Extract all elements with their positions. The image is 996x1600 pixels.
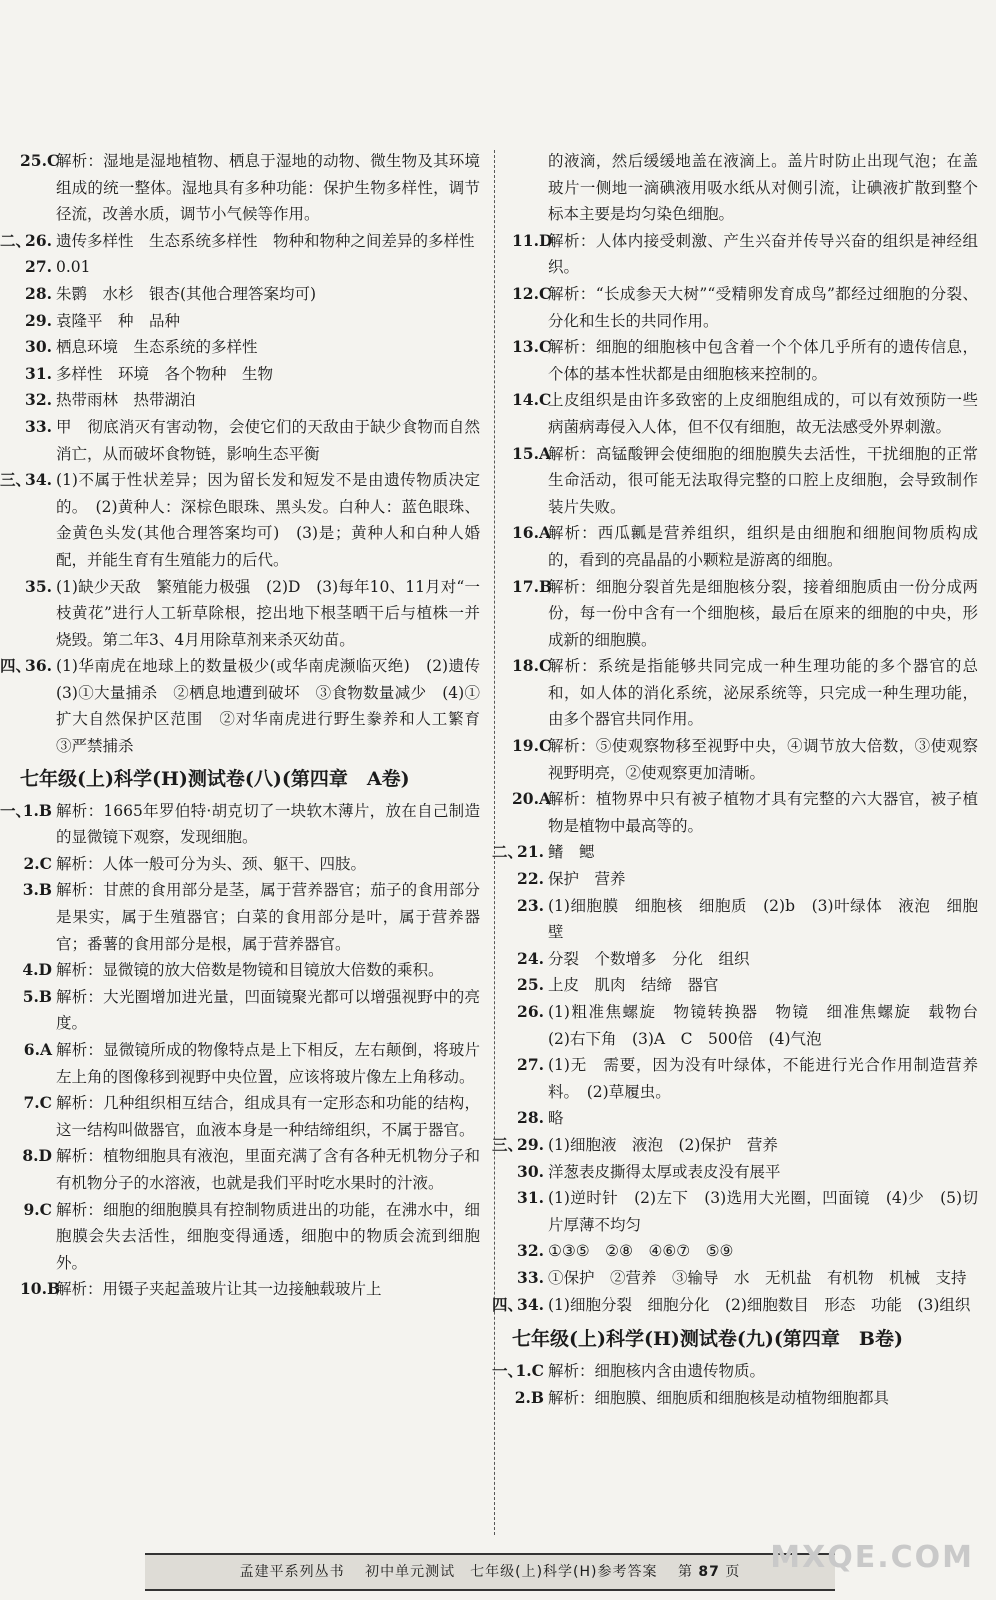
question-number: 11.D (512, 230, 553, 250)
answer-text: (1)粗准焦螺旋 物镜转换器 物镜 细准焦螺旋 载物台 (2)右下角 (3)A C 500倍 (4)气泡 (548, 1003, 994, 1048)
question-number: 4.D (22, 960, 52, 980)
answer-item (492, 1132, 978, 1159)
answer-text: 0.01 (56, 258, 91, 277)
question-number: 9.C (23, 1199, 52, 1219)
answer-item (20, 334, 480, 361)
question-number: 16.A (512, 523, 551, 543)
right-column (492, 148, 994, 1411)
question-number: 28. (517, 1108, 544, 1128)
section-number: 四、 (0, 656, 32, 676)
answer-text: 解析：细胞膜、细胞质和细胞核是动植物细胞都具 (548, 1388, 890, 1407)
answer-item (512, 1105, 978, 1132)
answer-item (20, 984, 480, 1037)
answer-text: 略 (548, 1109, 564, 1128)
section-number: 四、 (492, 1294, 524, 1314)
question-number: 12.C (512, 283, 552, 303)
answer-item (512, 866, 978, 893)
answer-item (512, 1265, 978, 1292)
answer-item (512, 520, 978, 573)
answer-text: ①③⑤ ②⑧ ④⑥⑦ ⑤⑨ (548, 1242, 734, 1261)
question-number: 10.B (20, 1279, 61, 1299)
footer-page-prefix: 第 (677, 1564, 693, 1580)
footer-title: 初中单元测试 七年级(上)科学(H)参考答案 (365, 1564, 658, 1580)
question-number: 32. (517, 1241, 544, 1261)
answer-text: (1)逆时针 (2)左下 (3)选用大光圈，凹面镜 (4)少 (5)切片厚薄不均匀 (548, 1189, 978, 1234)
question-number: 20.A (512, 789, 551, 809)
question-number: 31. (25, 363, 52, 383)
answer-item (512, 1238, 978, 1265)
question-number: 34. (25, 470, 52, 490)
answer-text: 甲 彻底消灭有害动物，会使它们的天敌由于缺少食物而自然消亡，从而破坏食物链，影响生态平衡 (56, 417, 480, 463)
answer-item (512, 387, 978, 440)
answer-item (20, 254, 480, 281)
answer-item (512, 1159, 978, 1186)
answer-text: 洋葱表皮撕得太厚或表皮没有展平 (548, 1162, 781, 1181)
answer-text: (1)缺少天敌 繁殖能力极强 (2)D (3)每年10、11月对“一枝黄花”进行人工斩草除根，挖出地下根茎晒干后与植株一并烧毁。第二年3、4月用除草剂来杀灭幼苗。 (56, 577, 480, 649)
answer-item (512, 972, 978, 999)
answer-item (492, 1358, 978, 1385)
section-number: 二、 (0, 230, 32, 250)
answer-text: 解析：几种组织相互结合，组成具有一定形态和功能的结构，这一结构叫做器官，血液本身是一种结缔组织，不属于器官。 (56, 1094, 480, 1139)
section-number: 三、 (0, 470, 32, 490)
answer-item (20, 851, 480, 878)
question-number: 1.B (22, 800, 52, 820)
answer-text: 解析：细胞的细胞膜具有控制物质进出的功能，在沸水中，细胞膜会失去活性，细胞变得通透，细胞中的物质会流到细胞外。 (56, 1200, 480, 1272)
left-column (0, 148, 496, 1303)
answer-text: 解析：细胞核内含由遗传物质。 (548, 1362, 766, 1381)
answer-text: 解析：湿地是湿地植物、栖息于湿地的动物、微生物及其环境组成的统一整体。湿地具有多种功能：保护生物多样性，调节径流，改善水质，调节小气候等作用。 (56, 152, 480, 224)
answer-text: (1)华南虎在地球上的数量极少(或华南虎濒临灭绝) (2)遗传 (3)①大量捕杀 ②栖息地遭到破坏 ③食物数量减少 (4)①扩大自然保护区范围 ②对华南虎进行野生豢养和人工繁育 ③严禁捕杀 (56, 657, 496, 756)
answer-item (512, 441, 978, 521)
answer-item (492, 1292, 978, 1319)
answer-item (512, 574, 978, 654)
answer-text: 解析：细胞分裂首先是细胞核分裂，接着细胞质由一份分成两份，每一份中含有一个细胞核，最后在原来的细胞的中央，形成新的细胞膜。 (548, 577, 978, 649)
answer-text: 解析：系统是指能够共同完成一种生理功能的多个器官的总和，如人体的消化系统，泌尿系统等，只完成一种生理功能，由多个器官共同作用。 (548, 657, 978, 729)
question-number: 35. (25, 576, 52, 596)
answer-item (20, 414, 480, 467)
answer-text: 保护 营养 (548, 870, 626, 889)
answer-text: 解析：用镊子夹起盖玻片让其一边接触载玻片上 (56, 1280, 382, 1299)
answer-text: 朱鹮 水杉 银杏(其他合理答案均可) (56, 284, 317, 303)
answer-text: ①保护 ②营养 ③输导 水 无机盐 有机物 机械 支持 (548, 1268, 967, 1287)
answer-item (20, 308, 480, 335)
answer-item (0, 653, 496, 759)
question-number: 24. (517, 948, 544, 968)
question-number: 23. (517, 895, 544, 915)
answer-item (20, 1276, 480, 1303)
question-number: 29. (517, 1134, 544, 1154)
answer-text: 解析：植物界中只有被子植物才具有完整的六大器官，被子植物是植物中最高等的。 (548, 790, 978, 835)
answer-text: 解析：显微镜所成的物像特点是上下相反，左右颠倒，将玻片左上角的图像移到视野中央位置，应该将玻片像左上角移动。 (56, 1041, 480, 1086)
section-number: 三、 (492, 1134, 524, 1154)
answer-text: 解析：1665年罗伯特·胡克切了一块软木薄片，放在自己制造的显微镜下观察，发现细胞。 (56, 801, 480, 847)
answer-text: 遗传多样性 生态系统多样性 物种和物种之间差异的多样性 (56, 231, 475, 250)
question-number: 26. (517, 1002, 544, 1021)
question-number: 13.C (512, 337, 552, 357)
footer-page-suffix: 页 (725, 1564, 741, 1580)
question-number: 28. (25, 283, 52, 303)
answer-text: (1)细胞分裂 细胞分化 (2)细胞数目 形态 功能 (3)组织 (548, 1295, 971, 1314)
question-number: 7.C (23, 1093, 52, 1113)
question-number: 1.C (515, 1361, 544, 1381)
answer-item (512, 893, 978, 946)
answer-item (20, 387, 480, 414)
section-number: 一、 (0, 800, 32, 820)
answer-item (512, 733, 978, 786)
answer-item (0, 798, 480, 851)
question-number: 8.D (22, 1146, 52, 1166)
section-number: 二、 (492, 842, 524, 862)
answer-text: 解析：显微镜的放大倍数是物镜和目镜放大倍数的乘积。 (56, 961, 444, 980)
watermark-logo: MXQE.COM (770, 1540, 974, 1575)
question-number: 29. (25, 310, 52, 330)
question-number: 27. (517, 1055, 544, 1075)
question-number: 36. (25, 656, 52, 676)
answer-text: 解析：人体一般可分为头、颈、躯干、四肢。 (56, 854, 367, 873)
test-heading-8: 七年级(上)科学(H)测试卷(八)(第四章 A卷) (20, 767, 410, 790)
answer-item (492, 839, 978, 866)
page-footer (145, 1553, 835, 1591)
answer-text: 解析：⑤使观察物移至视野中央，④调节放大倍数，③使观察视野明亮，②使观察更加清晰。 (548, 737, 978, 782)
answer-text: 解析：大光圈增加进光量，凹面镜聚光都可以增强视野中的亮度。 (56, 987, 480, 1033)
question-number: 30. (517, 1161, 544, 1181)
answer-text: 解析：西瓜瓤是营养组织，组织是由细胞和细胞间物质构成的，看到的亮晶晶的小颗粒是游离的细胞。 (548, 524, 978, 569)
question-number: 6.A (23, 1040, 52, 1059)
answer-text: 热带雨林 热带湖泊 (56, 391, 196, 410)
answer-item (20, 148, 480, 228)
answer-item (20, 361, 480, 388)
answer-item (20, 1037, 480, 1090)
question-number: 2.C (23, 853, 52, 873)
page-number: 87 (698, 1564, 720, 1580)
answer-text: 分裂 个数增多 分化 组织 (548, 949, 750, 968)
answer-text: 多样性 环境 各个物种 生物 (56, 364, 274, 383)
answer-item (512, 1052, 978, 1105)
answer-item (0, 228, 480, 255)
answer-item (20, 281, 480, 308)
answer-item (20, 574, 480, 654)
answer-item (512, 281, 978, 334)
answer-text: (1)无 需要，因为没有叶绿体，不能进行光合作用制造营养料。 (2)草履虫。 (548, 1056, 978, 1101)
question-number: 22. (517, 869, 544, 889)
question-number: 14.C (512, 390, 552, 410)
answer-item (20, 957, 480, 984)
answer-text: 袁隆平 种 品种 (56, 311, 181, 330)
answer-text: 鳍 鳃 (548, 843, 595, 862)
answer-text: 解析：甘蔗的食用部分是茎，属于营养器官；茄子的食用部分是果实，属于生殖器官；白菜的食用部分是叶，属于营养器官；番薯的食用部分是根，属于营养器官。 (56, 881, 480, 953)
answer-text: 上皮组织是由许多致密的上皮细胞组成的，可以有效预防一些病菌病毒侵入人体，但不仅有细胞，故无法感受外界刺激。 (548, 391, 978, 436)
answer-item (0, 467, 480, 573)
question-number: 25.C (20, 151, 60, 170)
answer-text: (1)不属于性状差异；因为留长发和短发不是由遗传物质决定的。 (2)黄种人：深棕色眼珠、黑头发。白种人：蓝色眼珠、金黄色头发(其他合理答案均可) (3)是；黄种人和白种人婚配，并能生育有生殖能力的后代。 (56, 471, 480, 569)
question-number: 34. (517, 1294, 544, 1314)
answer-item (20, 877, 480, 957)
answer-item (20, 1143, 480, 1196)
answer-item (512, 653, 978, 733)
answer-text: (1)细胞液 液泡 (2)保护 营养 (548, 1135, 778, 1154)
question-number: 27. (25, 257, 52, 277)
answer-item (512, 946, 978, 973)
question-number: 31. (517, 1188, 544, 1208)
question-number: 32. (25, 390, 52, 410)
answer-text: 上皮 肌肉 结缔 器官 (548, 976, 719, 995)
question-number: 18.C (512, 656, 552, 676)
answer-text: 解析：高锰酸钾会使细胞的细胞膜失去活性，干扰细胞的正常生命活动，很可能无法取得完整的口腔上皮细胞，会导致制作装片失败。 (548, 444, 978, 516)
answer-text: (1)细胞膜 细胞核 细胞质 (2)b (3)叶绿体 液泡 细胞壁 (548, 896, 978, 942)
question-number: 5.B (22, 986, 52, 1006)
answer-text: 解析：细胞的细胞核中包含着一个个体几乎所有的遗传信息，个体的基本性状都是由细胞核来控制的。 (548, 338, 978, 383)
question-number: 3.B (22, 880, 52, 900)
question-number: 30. (25, 337, 52, 357)
continued-text: 的液滴，然后缓缓地盖在液滴上。盖片时防止出现气泡；在盖玻片一侧地一滴碘液用吸水纸从对侧引流，让碘液扩散到整个标本主要是均匀染色细胞。 (548, 152, 978, 224)
section-number: 一、 (492, 1361, 524, 1381)
answer-item (512, 1185, 978, 1238)
answer-item (512, 1385, 978, 1412)
answer-text: 解析：人体内接受刺激、产生兴奋并传导兴奋的组织是神经组织。 (548, 231, 978, 277)
question-number: 15.A (512, 443, 551, 463)
answer-item (512, 786, 978, 839)
test-heading-9: 七年级(上)科学(H)测试卷(九)(第四章 B卷) (512, 1328, 903, 1351)
question-number: 2.B (514, 1387, 544, 1407)
answer-text: 栖息环境 生态系统的多样性 (56, 338, 258, 357)
question-number: 33. (517, 1267, 544, 1287)
answer-item (20, 1197, 480, 1277)
question-number: 21. (517, 842, 544, 862)
answer-text: 解析：植物细胞具有液泡，里面充满了含有各种无机物分子和有机物分子的水溶液，也就是我们平时吃水果时的汁液。 (56, 1147, 480, 1192)
footer-series: 孟建平系列丛书 (239, 1564, 345, 1580)
answer-item (512, 999, 994, 1052)
question-number: 26. (25, 230, 52, 250)
answer-item (512, 228, 978, 281)
answer-item (20, 1090, 480, 1143)
answer-item (512, 334, 978, 387)
question-number: 17.B (512, 576, 553, 596)
answer-text: 解析：“长成参天大树”“受精卵发育成鸟”都经过细胞的分裂、分化和生长的共同作用。 (548, 284, 978, 330)
question-number: 25. (517, 975, 544, 995)
question-number: 19.C (512, 736, 552, 756)
question-number: 33. (25, 416, 52, 436)
